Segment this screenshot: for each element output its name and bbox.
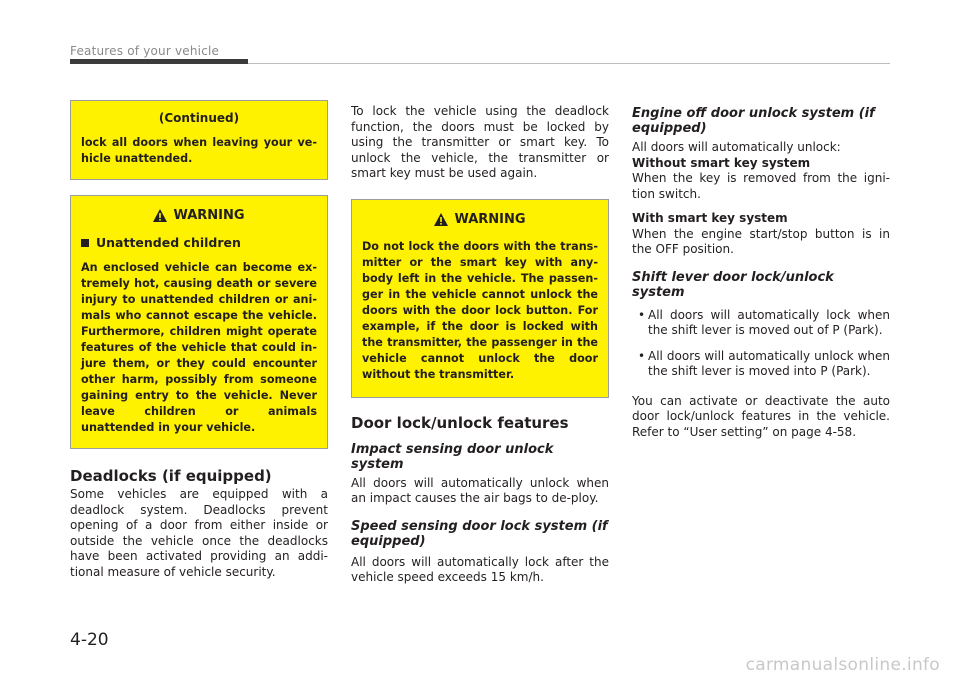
warning-box-lock [351,199,609,398]
warning-title: WARNING [173,208,245,223]
impact-text: All doors will automatically unlock when an impact causes the air bags to de-ploy. [351,475,609,505]
warning-subtitle [81,235,317,250]
list-item [632,349,890,380]
warning-header [362,212,598,227]
with-smart-key-text: When the engine start/stop button is in the OFF position. [632,226,890,256]
warning-text: An enclosed vehicle can become ex-tremely hot, causing death or severe injury to unattended children or ani-mals who cannot escape the vehicle. Furthermore, children might operate features of the vehicle that could in-jure them, or they could encounter other harm, possibly from someone gaining entry to the vehicle. Never leave children or animals unattended in your vehicle. [81,261,317,434]
list-item-text: All doors will automatically lock when the shift lever is moved out of P (Park). [648,307,890,337]
watermark: carmanualsonline.info [745,655,940,675]
warning-triangle-icon [153,209,167,222]
list-item [632,308,890,339]
engine-off-heading: Engine off door unlock system (if equipped) [632,106,875,136]
bullet-dot: • [638,307,646,322]
page-number: 4-20 [70,630,109,650]
bullet-dot: • [638,348,646,363]
warning-header [81,208,317,223]
warning-box-children [70,195,328,449]
deadlocks-text: Some vehicles are equipped with a deadlock system. Deadlocks prevent opening of a door from either inside or outside the vehicle once the deadlocks have been activated providing an addi-tional measure of vehicle security. [70,487,328,579]
column-3 [632,106,890,440]
section-header: Features of your vehicle [70,44,220,58]
warning-subtitle-text: Unattended children [96,235,241,250]
continued-title: (Continued) [158,111,240,125]
continued-text: lock all doors when leaving your ve-hicle unattended. [81,136,317,165]
with-smart-key-label: With smart key system [632,211,788,225]
header-bar [70,59,248,64]
without-smart-key-text: When the key is removed from the igni-tion switch. [632,171,890,201]
speed-heading: Speed sensing door lock system (if equipped) [351,518,608,549]
without-smart-key-label: Without smart key system [632,155,811,170]
column-1 [70,100,328,580]
warning-title: WARNING [454,211,526,227]
warning-triangle-icon [434,213,448,226]
continued-box [70,100,328,180]
warning-text: Do not lock the doors with the trans-mitter or the smart key with any-body left in the vehicle. The passen-ger in the vehicle cannot unlock the doors with the door lock button. For example, if the door is locked with the transmitter, the passenger in the vehicle cannot unlock the door without the transmitter. [362,239,598,381]
deadlock-intro: To lock the vehicle using the deadlock function, the doors must be locked by using the transmitter or smart key. To unlock the vehicle, the transmitter or smart key must be used again. [351,104,609,180]
impact-heading: Impact sensing door unlock system [351,441,554,472]
speed-text: All doors will automatically lock after the vehicle speed exceeds 15 km/h. [351,554,609,584]
deadlocks-heading: Deadlocks (if equipped) [70,467,272,485]
auto-lock-settings-text: You can activate or deactivate the auto door lock/unlock features in the vehicle. Refer to “User setting” on page 4-58. [632,393,890,439]
door-lock-heading: Door lock/unlock features [351,413,569,432]
engine-off-intro: All doors will automatically unlock: [632,140,841,154]
column-2 [351,104,609,586]
header-rule [248,63,890,64]
shift-lever-heading: Shift lever door lock/unlock system [632,269,834,300]
square-bullet-icon [81,239,89,247]
list-item-text: All doors will automatically unlock when the shift lever is moved into P (Park). [648,348,890,378]
